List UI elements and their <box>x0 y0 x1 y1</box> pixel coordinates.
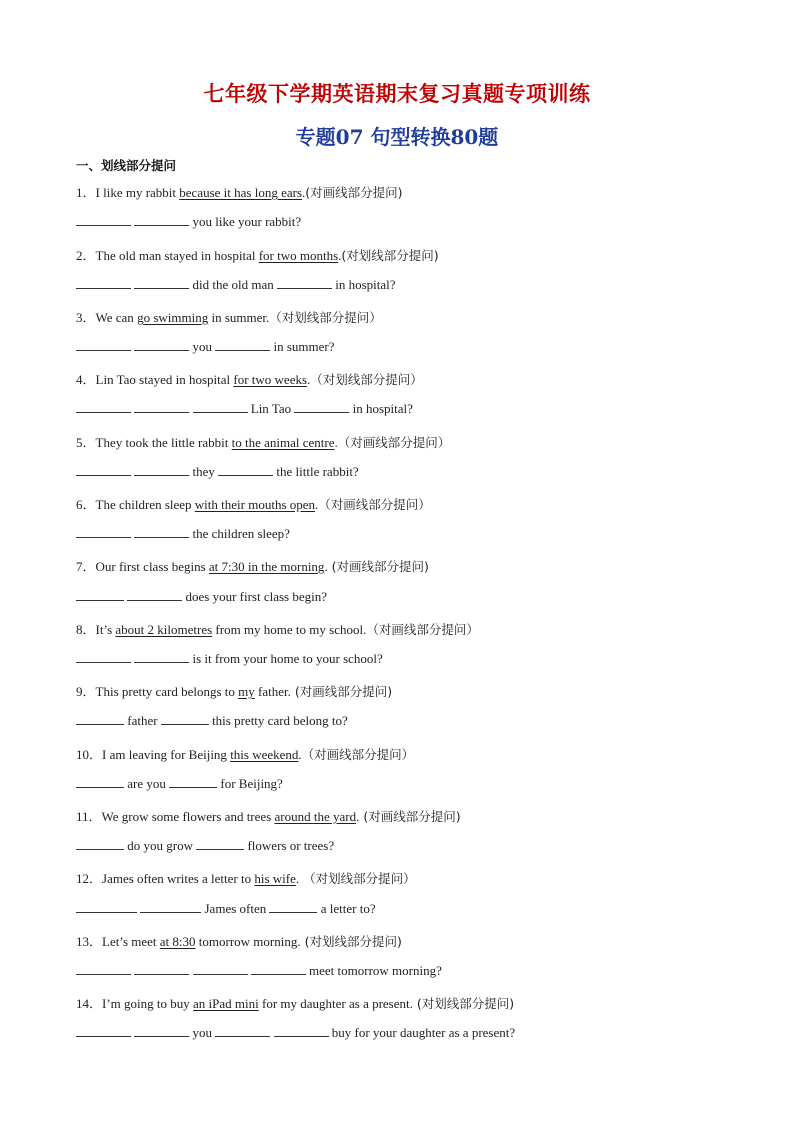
underlined-part: about 2 kilometres <box>115 622 213 637</box>
instruction-note: （对画线部分提问） <box>318 497 431 512</box>
answer-blank[interactable] <box>196 837 244 850</box>
instruction-note: (对画线部分提问) <box>305 185 403 200</box>
answer-blank[interactable] <box>134 276 189 289</box>
answer-line-8 <box>76 650 383 667</box>
answer-text: buy for your daughter as a present? <box>328 1025 516 1040</box>
answer-text: do you grow <box>124 838 197 853</box>
question-text: . <box>324 559 328 574</box>
answer-line-12 <box>76 900 376 917</box>
answer-text: Lin Tao <box>247 401 295 416</box>
question-number: 7． <box>76 559 96 574</box>
question-9 <box>76 681 392 700</box>
question-8 <box>76 619 479 638</box>
answer-text: flowers or trees? <box>244 838 335 853</box>
answer-blank[interactable] <box>134 650 189 663</box>
question-number: 10． <box>76 747 103 762</box>
question-text: Lin Tao stayed in hospital <box>95 372 234 387</box>
question-text: . <box>315 497 319 512</box>
question-number: 12． <box>76 871 103 886</box>
answer-blank[interactable] <box>76 712 124 725</box>
answer-text: in hospital? <box>349 401 413 416</box>
answer-blank[interactable] <box>134 400 189 413</box>
answer-blank[interactable] <box>134 463 189 476</box>
question-13 <box>76 931 402 950</box>
question-text: This pretty card belongs to <box>95 684 239 699</box>
answer-line-4 <box>76 400 413 417</box>
question-number: 8． <box>76 622 96 637</box>
question-4 <box>76 369 423 388</box>
question-text: . <box>356 809 360 824</box>
answer-text: you <box>189 339 216 354</box>
answer-blank[interactable] <box>76 837 124 850</box>
answer-blank[interactable] <box>76 276 131 289</box>
answer-blank[interactable] <box>134 525 189 538</box>
question-text: The old man stayed in hospital <box>95 248 259 263</box>
answer-text: they <box>189 464 219 479</box>
answer-blank[interactable] <box>169 775 217 788</box>
answer-line-11 <box>76 837 334 854</box>
section-heading: 一、划线部分提问 <box>76 158 177 173</box>
answer-blank[interactable] <box>76 525 131 538</box>
answer-line-10 <box>76 775 283 792</box>
answer-line-1 <box>76 213 301 230</box>
answer-text: is it from your home to your school? <box>189 651 383 666</box>
answer-line-14 <box>76 1024 515 1041</box>
question-number: 14． <box>76 996 103 1011</box>
underlined-part: for two months <box>258 248 339 263</box>
underlined-part: around the yard <box>274 809 357 824</box>
question-number: 13． <box>76 934 103 949</box>
instruction-note: (对画线部分提问) <box>290 684 393 699</box>
underlined-part: at 8:30 <box>159 934 196 949</box>
underlined-part: an iPad mini <box>193 996 259 1011</box>
question-number: 3． <box>76 310 96 325</box>
instruction-note: （对划线部分提问） <box>310 372 423 387</box>
answer-blank[interactable] <box>193 400 248 413</box>
answer-blank[interactable] <box>134 338 189 351</box>
question-text: James often writes a letter to <box>102 871 255 886</box>
question-text: We grow some flowers and trees <box>101 809 275 824</box>
answer-blank[interactable] <box>76 900 137 913</box>
underlined-part: go swimming <box>137 310 209 325</box>
answer-blank[interactable] <box>76 1024 131 1037</box>
question-text: I am leaving for Beijing <box>102 747 231 762</box>
instruction-note: （对画线部分提问） <box>366 622 479 637</box>
answer-line-6 <box>76 525 290 542</box>
answer-blank[interactable] <box>215 1024 270 1037</box>
question-text: . <box>298 747 302 762</box>
answer-line-7 <box>76 588 327 605</box>
answer-text: you <box>189 1025 216 1040</box>
question-12 <box>76 868 416 887</box>
underlined-part: with their mouths open <box>194 497 316 512</box>
answer-blank[interactable] <box>218 463 273 476</box>
question-11 <box>76 806 461 825</box>
question-text: Our first class begins <box>95 559 209 574</box>
instruction-note: (对画线部分提问) <box>327 559 429 574</box>
instruction-note: （对划线部分提问） <box>299 871 416 886</box>
answer-blank[interactable] <box>76 338 131 351</box>
answer-blank[interactable] <box>76 463 131 476</box>
answer-text: meet tomorrow morning? <box>305 963 442 978</box>
answer-blank[interactable] <box>76 588 124 601</box>
answer-blank[interactable] <box>193 962 248 975</box>
question-text: tomorrow morning. <box>195 934 301 949</box>
answer-blank[interactable] <box>76 400 131 413</box>
instruction-note: （对画线部分提问） <box>337 435 451 450</box>
answer-text: are you <box>124 776 170 791</box>
question-7 <box>76 556 429 575</box>
answer-blank[interactable] <box>76 775 124 788</box>
answer-line-3 <box>76 338 335 355</box>
page-subtitle: 专题07 句型转换80题 <box>295 125 499 149</box>
answer-blank[interactable] <box>269 900 317 913</box>
answer-blank[interactable] <box>140 900 201 913</box>
answer-blank[interactable] <box>134 962 189 975</box>
question-text: It’s <box>95 622 116 637</box>
answer-blank[interactable] <box>134 213 189 226</box>
instruction-note: （对画线部分提问） <box>301 747 415 762</box>
underlined-part: my <box>238 684 255 699</box>
question-text: from my home to my school. <box>212 622 367 637</box>
answer-blank[interactable] <box>76 962 131 975</box>
question-14 <box>76 993 514 1012</box>
question-6 <box>76 494 431 513</box>
answer-blank[interactable] <box>294 400 349 413</box>
answer-blank[interactable] <box>274 1024 329 1037</box>
question-text: We can <box>95 310 138 325</box>
answer-line-2 <box>76 276 396 293</box>
question-text: . <box>302 185 306 200</box>
underlined-part: for two weeks <box>233 372 308 387</box>
answer-text: father <box>124 713 161 728</box>
answer-blank[interactable] <box>76 213 131 226</box>
question-text: Let’s meet <box>102 934 160 949</box>
question-text: in summer. <box>208 310 270 325</box>
underlined-part: to the animal centre <box>231 435 335 450</box>
underlined-part: at 7:30 in the morning <box>208 559 325 574</box>
question-text: They took the little rabbit <box>95 435 232 450</box>
question-10 <box>76 744 414 763</box>
underlined-part: his wife <box>254 871 296 886</box>
answer-text: James often <box>201 901 270 916</box>
question-3 <box>76 307 382 326</box>
question-text: The children sleep <box>95 497 195 512</box>
answer-text: does your first class begin? <box>182 589 328 604</box>
question-text: . <box>295 871 300 886</box>
underlined-part: this weekend <box>230 747 299 762</box>
answer-text: this pretty card belong to? <box>208 713 348 728</box>
answer-text: for Beijing? <box>217 776 283 791</box>
instruction-note: (对划线部分提问) <box>300 934 402 949</box>
question-2 <box>76 245 439 264</box>
answer-blank[interactable] <box>127 588 182 601</box>
question-5 <box>76 432 450 451</box>
question-text: I like my rabbit <box>95 185 180 200</box>
question-number: 1． <box>76 185 96 200</box>
instruction-note: (对画线部分提问) <box>359 809 461 824</box>
question-number: 6． <box>76 497 96 512</box>
answer-text: in hospital? <box>332 277 396 292</box>
question-text: father. <box>254 684 291 699</box>
question-number: 5． <box>76 435 96 450</box>
instruction-note: (对划线部分提问) <box>341 248 439 263</box>
question-text: . <box>334 435 338 450</box>
answer-line-5 <box>76 463 359 480</box>
answer-blank[interactable] <box>215 338 270 351</box>
answer-text: the little rabbit? <box>273 464 359 479</box>
question-number: 2． <box>76 248 96 263</box>
question-number: 9． <box>76 684 96 699</box>
answer-text: the children sleep? <box>189 526 290 541</box>
answer-blank[interactable] <box>134 1024 189 1037</box>
instruction-note: （对划线部分提问） <box>269 310 382 325</box>
question-number: 4． <box>76 372 96 387</box>
answer-line-13 <box>76 962 442 979</box>
question-text: I’m going to buy <box>102 996 194 1011</box>
answer-blank[interactable] <box>161 712 209 725</box>
answer-blank[interactable] <box>251 962 306 975</box>
answer-text: did the old man <box>189 277 277 292</box>
question-text: . <box>338 248 342 263</box>
underlined-part: because it has long ears <box>179 185 303 200</box>
answer-blank[interactable] <box>76 650 131 663</box>
question-1 <box>76 182 403 201</box>
question-number: 11． <box>76 809 102 824</box>
page-title: 七年级下学期英语期末复习真题专项训练 <box>203 81 591 106</box>
answer-line-9 <box>76 712 348 729</box>
answer-text: you like your rabbit? <box>189 214 302 229</box>
question-text: . <box>307 372 311 387</box>
question-text: for my daughter as a present. <box>258 996 413 1011</box>
instruction-note: (对划线部分提问) <box>412 996 515 1011</box>
answer-text: in summer? <box>270 339 335 354</box>
answer-text: a letter to? <box>317 901 376 916</box>
answer-blank[interactable] <box>277 276 332 289</box>
